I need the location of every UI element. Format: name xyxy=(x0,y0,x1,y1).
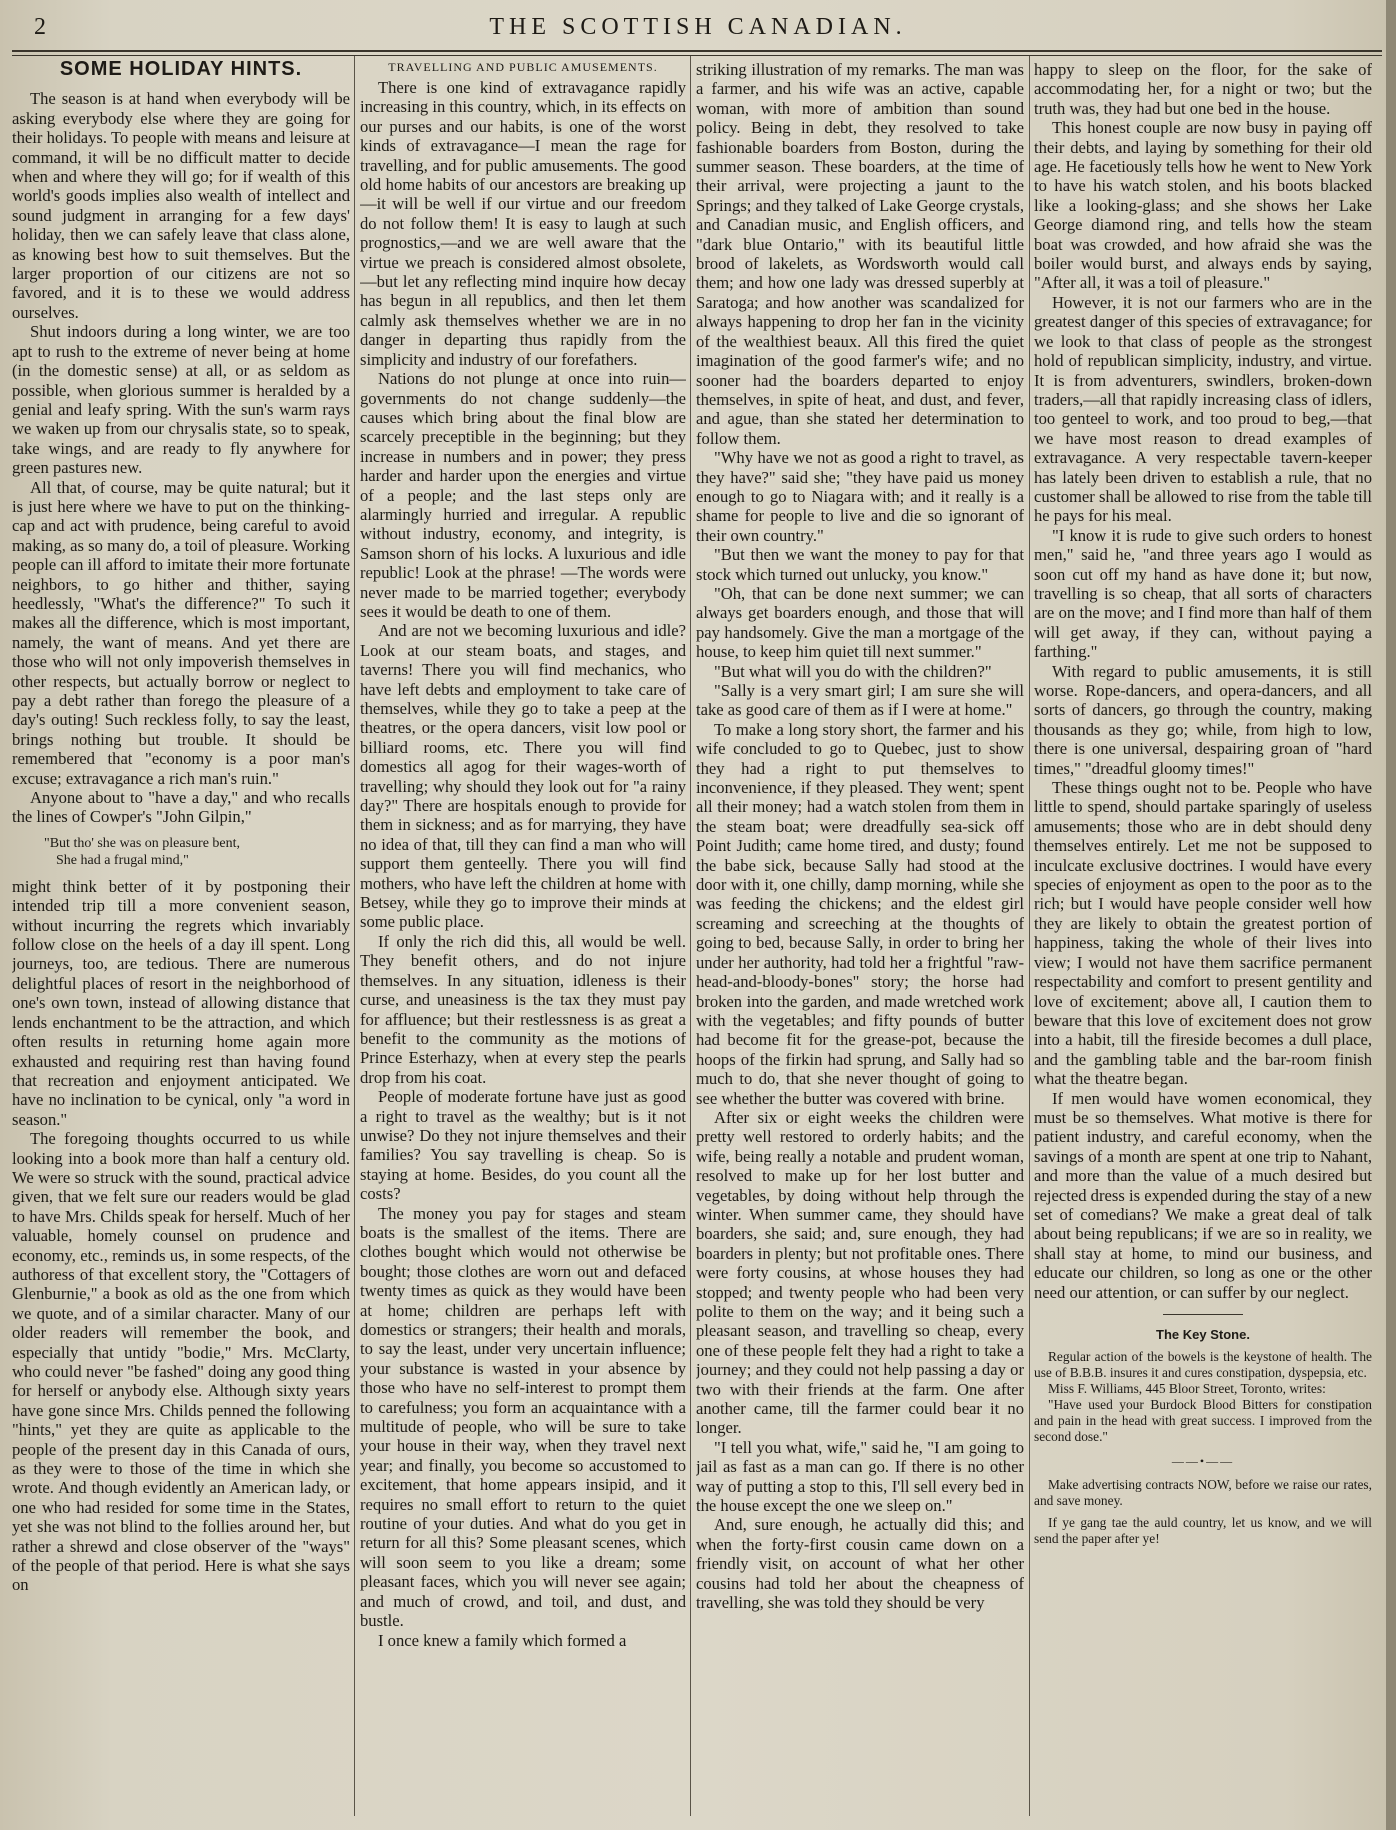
paragraph: "Why have we not as good a right to travel, as they have?" said she; "they have paid us money enough to go to Niagara with; and it really is a shame for people to live and die so ignorant of their own country." xyxy=(696,448,1024,545)
paragraph: And, sure enough, he actually did this; and when the forty-first cousin came down on a friendly visit, on account of what her other cousins had told her about the cheapness of travelling, she was told they should be very xyxy=(696,1515,1024,1613)
paper-title: THE SCOTTISH CANADIAN. xyxy=(489,14,907,40)
paragraph: After six or eight weeks the children were pretty well restored to orderly habits; and the wife, being really a notable and prudent woman, resolved to make up for her lost butter and vegetables, by doing without help through the winter. When summer came, they should have boarders, she said; and, sure enough, they had boarders in plenty; but not profitable ones. There were forty cousins, at whose houses they had stopped; and twenty people who had been very polite to them on the way; and it being such a pleasant season, and travelling so cheap, every one of these people felt they had a right to take a journey; and they could not help passing a day or two with their friends at the farm. One after another came, till the farmer could bear it no longer. xyxy=(696,1107,1024,1438)
paragraph: The money you pay for stages and steam boats is the smallest of the items. There are clothes bought which would not otherwise be bought; those clothes are worn out and defaced twenty times as quick as they would have been at home; children are perhaps left with domestics or strangers; their health and morals, to say the least, under very uncertain influence; your substance is wasted in your absence by those who have no self-interest to prompt them to carefulness; you form an acquaintance with a multitude of people, who will be sure to take your house in their way, when they travel next year; and finally, you become so accustomed to excitement, that home appears insipid, and it requires no small effort to return to the quiet routine of your duties. And what do you get in return for all this? Some pleasant scenes, which will soon seem to you like a dream; some pleasant faces, which you will never see again; and much of crowd, and toil, and dust, and bustle. xyxy=(360,1203,686,1631)
paragraph: "Sally is a very smart girl; I am sure she will take as good care of them as if I were at home." xyxy=(696,681,1024,720)
paragraph: happy to sleep on the floor, for the sake of accommodating her, for a night or two; but the truth was, they had but one bed in the house. xyxy=(1034,60,1372,118)
paragraph: If only the rich did this, all would be well. They benefit others, and do not injure themselves. In any situation, idleness is their curse, and uneasiness is the tax they must pay for affluence; but their restlessness is as great a benefit to the community as the motions of Prince Esterhazy, when at every step the pearls drop from his coat. xyxy=(360,931,686,1087)
paragraph: "But then we want the money to pay for that stock which turned out unlucky, you know." xyxy=(696,545,1024,584)
paragraph: "Oh, that can be done next summer; we can always get boarders enough, and those that will pay handsomely. Give the man a mortgage of the house, to keep him quiet till next summer." xyxy=(696,583,1024,662)
notice-text: If ye gang tae the auld country, let us know, and we will send the paper after ye! xyxy=(1034,1515,1372,1546)
article-title: SOME HOLIDAY HINTS. xyxy=(59,60,303,80)
verse-line: "But tho' she was on pleasure bent, xyxy=(44,835,241,851)
paragraph: If men would have women economical, they must be so themselves. What motive is there for patient industry, and careful economy, when the savings of a month are spent at one trip to Nahant, and more than the value of a much desired but rejected dress is expended during the stay of a new set of comedians? We make a great deal of talk about being republicans; if we are so in reality, we shall stay at home, to mind our business, and educate our children, so long as one or the other need our attention, or can suffer by our neglect. xyxy=(1034,1088,1372,1302)
paragraph: With regard to public amusements, it is still worse. Rope-dancers, and opera-dancers, and all sorts of dancers, go through the country, making thousands as they go; while, from high to low, there is one universal, despairing groan of "hard times," "dreadful gloomy times!" xyxy=(1034,661,1372,778)
paragraph: striking illustration of my remarks. The man was a farmer, and his wife was an active, capable woman, with more of ambition than sound policy. Being in debt, they resolved to take fashionable boarders from Boston, during the summer season. These boarders, at the time of their arrival, were projecting a jaunt to the Springs; and they talked of Lake George crystals, and Canadian music, and English officers, and "dark blue Ontario," with its beautiful little brood of lakelets, as Wordsworth would call them; and how one lady was dressed superbly at Saratoga; and how another was scandalized for always happening to drop her fan in the vicinity of the wealthiest beaux. All this fired the quiet imagination of the good farmer's wife; and no sooner had the boarders departed to enjoy themselves, in spite of heat, and dust, and fever, and ague, than she stated her determination to follow them. xyxy=(696,60,1024,448)
masthead xyxy=(24,8,1372,46)
paragraph: These things ought not to be. People who have little to spend, should partake sparingly of useless amusements; those who are in debt should deny themselves entirely. Let me not be supposed to inculcate exclusive doctrines. I would have every species of enjoyment as open to the poor as to the rich; but I would have people consider well how they are likely to obtain the greatest portion of happiness, taking the whole of their lives into view; I would not have them sacrifice permanent respectability and comfort to present gentility and love of excitement; above all, I caution them to beware that this love of excitement does not grow into a habit, till the fireside becomes a dull place, and the gambling table and the bar-room finish what the theatre began. xyxy=(1034,778,1372,1089)
column-divider xyxy=(354,56,355,1816)
paragraph: Shut indoors during a long winter, we are too apt to rush to the extreme of never being at home (in the domestic sense) at all, or as seldom as possible, when glorious summer is heralded by a genial and leafy spring. With the sun's warm rays we waken up from our chrysalis state, so to speak, take wings, and are ready to fly anywhere for green pastures new. xyxy=(12,322,350,478)
paragraph: "I tell you what, wife," said he, "I am going to jail as fast as a man can go. If there is no other way of putting a stop to this, I'll sell every bed in the house except the one we sleep on." xyxy=(696,1437,1024,1516)
advertisement-text: Regular action of the bowels is the keystone of health. The use of B.B.B. insures it and cures constipation, dyspepsia, etc. xyxy=(1034,1349,1372,1380)
paragraph: Anyone about to "have a day," and who recalls the lines of Cowper's "John Gilpin," xyxy=(12,788,350,827)
paragraph: The foregoing thoughts occurred to us while looking into a book more than half a century old. We were so struck with the sound, practical advice given, that we felt sure our readers would be glad to have Mrs. Childs speak for herself. Much of her valuable, homely counsel on prudence and economy, etc., reminds us, in some respects, of the authoress of that excellent story, the "Cottagers of Glenburnie," a book as old as the one from which we quote, and of a similar character. Many of our older readers will remember the book, and especially that untidy "bodie," Mrs. McClarty, who could never "be fashed" doing any good thing for herself or anybody else. Although sixty years have gone since Mrs. Childs penned the following "hints," yet they are quite as applicable to the people of the present day in this Canada of ours, as they were to those of the time in which she wrote. And though evidently an American lady, or one who had resided for some time in the States, yet she was not blind to the follies around her, but rather a shrewd and close observer of the "ways" of the people of that period. Here is what she says on xyxy=(12,1129,350,1595)
verse-line: She had a frugal mind," xyxy=(56,852,189,868)
paragraph: To make a long story short, the farmer and his wife concluded to go to Quebec, just to show they had a right to put themselves to inconvenience, if they pleased. They went; spent all their money; had a watch stolen from them in the steam boat; were dreadfully sea-sick off Point Judith; came home tired, and dusty; found the babe sick, because Sally had stood at the door with it, one chilly, damp morning, while she was feeding the chickens; and the eldest girl screaming and screeching at the thoughts of going to bed, because Sally, in order to bring her under her authority, had told her a frightful "raw-head-and-bloody-bones" story; the horse had broken into the garden, and made wretched work with the vegetables; and fifty pounds of butter had become fit for the grease-pot, because the hoops of the firkin had sprung, and Sally had so much to do, that she never thought of going to see whether the butter was covered with brine. xyxy=(696,719,1024,1108)
ornament-divider: ——•—— xyxy=(1171,1454,1235,1468)
paragraph: I once knew a family which formed a xyxy=(378,1630,627,1650)
column-divider xyxy=(1029,56,1030,1816)
column-1 xyxy=(12,60,350,1816)
paragraph: "I know it is rude to give such orders to honest men," said he, "and three years ago I would as soon cut off my hand as have done it; but now, travelling is so cheap, that all sorts of characters are on the move; and I find more than half of them will get away, if they can, without paying a farthing." xyxy=(1034,525,1372,662)
page-edge xyxy=(1386,0,1396,1830)
paragraph: However, it is not our farmers who are in the greatest danger of this species of extravagance; for we look to that class of people as the strongest hold of republican simplicity, industry, and virtue. It is from adventurers, swindlers, broken-down traders,—all that rapidly increasing class of idlers, too genteel to work, and too proud to beg,—that we have most reason to dread examples of extravagance. A very respectable tavern-keeper has lately been driven to establish a rule, that no customer shall be allowed to rise from the table till he pays for his meal. xyxy=(1034,292,1372,526)
column-divider xyxy=(690,56,691,1816)
notice-text: Make advertising contracts NOW, before we raise our rates, and save money. xyxy=(1034,1477,1372,1508)
paragraph: People of moderate fortune have just as good a right to travel as the wealthy; but is it not unwise? Do they not injure themselves and their families? You say travelling is cheap. So is staying at home. Besides, do you count all the costs? xyxy=(360,1087,686,1204)
paragraph: "But what will you do with the children?" xyxy=(714,661,992,681)
section-title: TRAVELLING AND PUBLIC AMUSEMENTS. xyxy=(388,60,658,74)
advertisement xyxy=(1034,1327,1372,1547)
paragraph: might think better of it by postponing their intended trip till a more convenient season, without incurring the regrets which invariably follow close on the heels of a day ill spent. Long journeys, too, are tedious. There are numerous delightful places of resort in the neighborhood of one's own town, instead of allowing distance that lends enchantment to be the attraction, and which often results in returning home again more exhausted and requiring rest than having found that recreation and enjoyment anticipated. We have no inclination to be cynical, only "a word in season." xyxy=(12,876,350,1129)
column-2 xyxy=(360,60,686,1816)
column-4 xyxy=(1034,60,1372,1816)
paragraph: The season is at hand when everybody will be asking everybody else where they are going for their holidays. To people with means and leisure at command, it will be no difficult matter to decide when and where they will go; for if wealth of this world's goods implies also wealth of intellect and sound judgment in arranging for a few days' holiday, then we can safely leave that class alone, as knowing best how to suit themselves. But the larger proportion of our citizens are not so favored, and it is to these we would address ourselves. xyxy=(12,89,350,322)
advertisement-title: The Key Stone. xyxy=(1156,1327,1250,1342)
page-number: 2 xyxy=(34,14,46,40)
paragraph: All that, of course, may be quite natural; but it is just here where we have to put on the thinking-cap and act with prudence, being careful to avoid making, as so many do, a toil of pleasure. Working people can ill afford to imitate their more fortunate neighbors, to go hither and thither, saying heedlessly, "What's the difference?" To such it makes all the difference, which is most important, namely, the want of means. And yet there are those who will not only impoverish themselves in other respects, but actually borrow or neglect to pay a debt rather than forego the pleasure of a day's outing! Such reckless folly, to say the least, brings nothing but trouble. It should be remembered that "economy is a poor man's excuse; extravagance a rich man's ruin." xyxy=(12,477,350,788)
advertisement-text: "Have used your Burdock Blood Bitters for constipation and pain in the head with great success. I improved from the second dose." xyxy=(1034,1397,1372,1444)
section-divider xyxy=(1163,1314,1243,1315)
advertisement-text: Miss F. Williams, 445 Bloor Street, Toronto, writes: xyxy=(1048,1381,1326,1396)
header-rule xyxy=(12,50,1382,56)
paragraph: And are not we becoming luxurious and idle? Look at our steam boats, and stages, and taverns! There you will find mechanics, who have left debts and employment to take care of themselves, while they go to take a peep at the theatres, or the opera dancers, visit low pool or billiard rooms, etc. There you will find domestics all agog for their wages-worth of travelling; why should they look out for "a rainy day?" There are hospitals enough to provide for them in sickness; and as for marrying, they have no idea of that, till they can find a man who will support them genteelly. There you will find mothers, who have left the children at home with Betsey, while they go to improve their minds at some public place. xyxy=(360,621,686,932)
paragraph: There is one kind of extravagance rapidly increasing in this country, which, in its effects on our purses and our habits, is one of the worst kinds of extravagance—I mean the rage for travelling, and for public amusements. The good old home habits of our ancestors are breaking up—it will be well if our virtue and our freedom do not follow them! It is easy to laugh at such prognostics,—and we are well aware that the virtue we preach is considered almost obsolete,—but let any reflecting mind inquire how decay has begun in all republics, and then let them calmly ask themselves whether we are in no danger in departing thus rapidly from the simplicity and industry of our forefathers. xyxy=(360,78,686,369)
paragraph: Nations do not plunge at once into ruin—governments do not change suddenly—the causes which bring about the final blow are scarcely preceptible in the beginning; but they increase in numbers and in power; they press harder and harder upon the energies and virtue of a people; and the last steps only are alarmingly hurried and irregular. A republic without industry, economy, and integrity, is Samson shorn of his locks. A luxurious and idle republic! Look at the phrase! —The words were never made to be married together; everybody sees it would be death to one of them. xyxy=(360,369,686,621)
verse-quote xyxy=(44,835,350,869)
column-3 xyxy=(696,60,1024,1816)
paragraph: This honest couple are now busy in paying off their debts, and laying by something for their old age. He facetiously tells how he went to New York to have his watch stolen, and his boots blacked like a looking-glass; and she shows her Lake George diamond ring, and tells how the steam boat was crowded, and how afraid she was the boiler would burst, and always ends by saying, "After all, it was a toil of pleasure." xyxy=(1034,118,1372,293)
